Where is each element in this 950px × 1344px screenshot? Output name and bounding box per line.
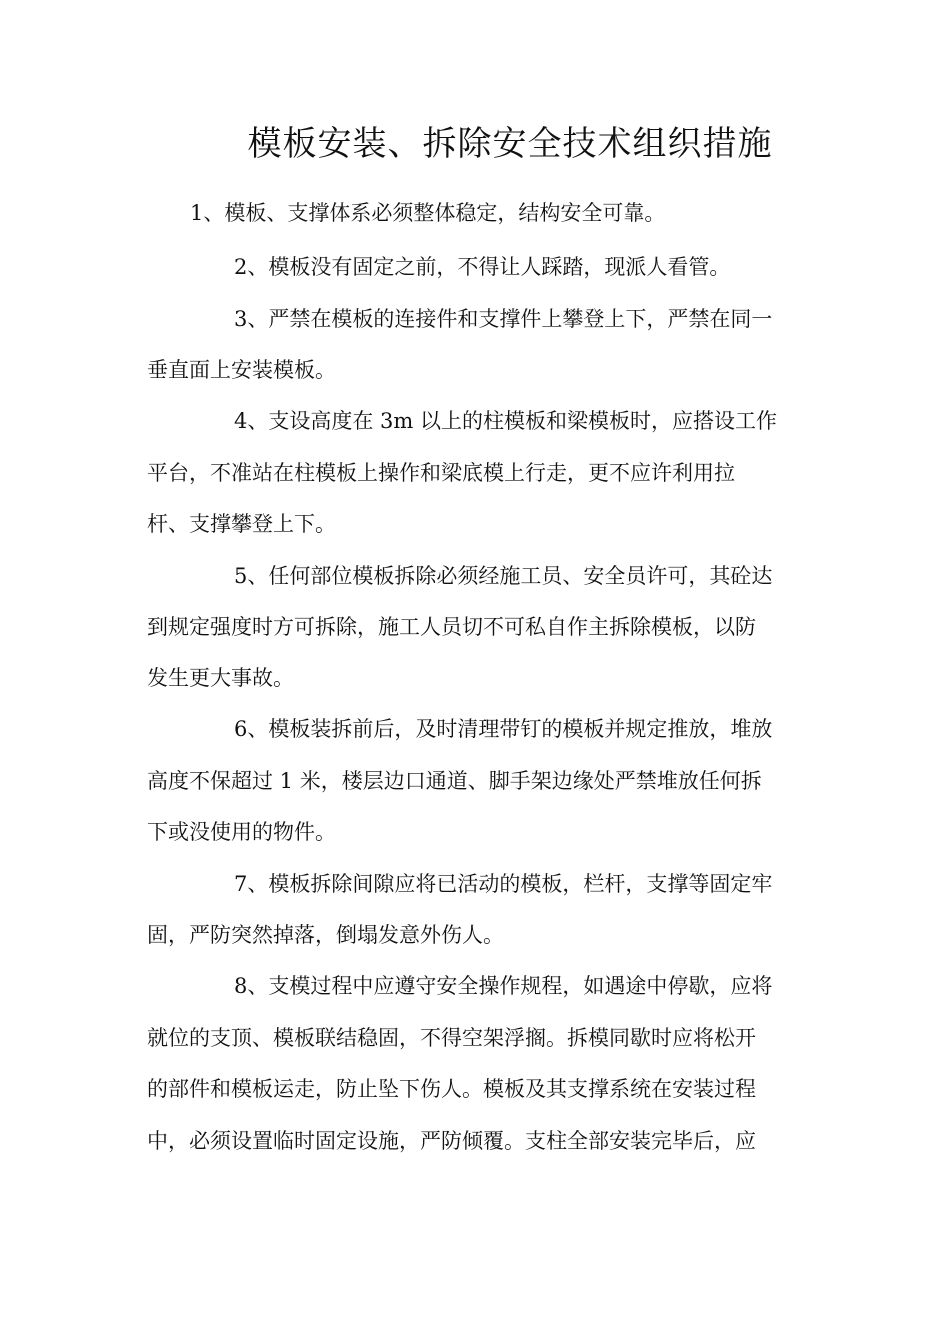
- paragraph-line: 3、严禁在模板的连接件和支撑件上攀登上下，严禁在同一: [234, 307, 773, 331]
- paragraph-line: 4、支设高度在 3m 以上的柱模板和梁模板时，应搭设工作: [234, 409, 777, 433]
- paragraph-line: 5、任何部位模板拆除必须经施工员、安全员许可，其砼达: [234, 564, 773, 588]
- paragraph-line: 7、模板拆除间隙应将已活动的模板，栏杆，支撑等固定牢: [234, 872, 773, 896]
- paragraph-line: 2、模板没有固定之前，不得让人踩踏，现派人看管。: [234, 255, 731, 279]
- paragraph-line: 固，严防突然掉落，倒塌发意外伤人。: [147, 923, 504, 947]
- paragraph-line: 杆、支撑攀登上下。: [147, 512, 336, 536]
- paragraph-line: 就位的支顶、模板联结稳固，不得空架浮搁。拆模同歇时应将松开: [147, 1026, 756, 1050]
- paragraph-line: 高度不保超过 1 米，楼层边口通道、脚手架边缘处严禁堆放任何拆: [147, 769, 762, 793]
- paragraph-line: 8、支模过程中应遵守安全操作规程，如遇途中停歇，应将: [234, 974, 773, 998]
- paragraph-line: 6、模板装拆前后，及时清理带钉的模板并规定推放，堆放: [234, 717, 773, 741]
- document-title: 模板安装、拆除安全技术组织措施: [247, 124, 773, 164]
- paragraph-line: 下或没使用的物件。: [147, 820, 336, 844]
- paragraph-line: 发生更大事故。: [147, 666, 294, 690]
- paragraph-line: 中，必须设置临时固定设施，严防倾覆。支柱全部安装完毕后，应: [147, 1129, 756, 1153]
- paragraph-line: 到规定强度时方可拆除，施工人员切不可私自作主拆除模板，以防: [147, 615, 756, 639]
- paragraph-line: 的部件和模板运走，防止坠下伤人。模板及其支撑系统在安装过程: [147, 1077, 756, 1101]
- paragraph-line: 1、模板、支撑体系必须整体稳定，结构安全可靠。: [190, 201, 666, 225]
- paragraph-line: 垂直面上安装模板。: [147, 358, 336, 382]
- paragraph-line: 平台，不准站在柱模板上操作和梁底模上行走，更不应许利用拉: [147, 461, 735, 485]
